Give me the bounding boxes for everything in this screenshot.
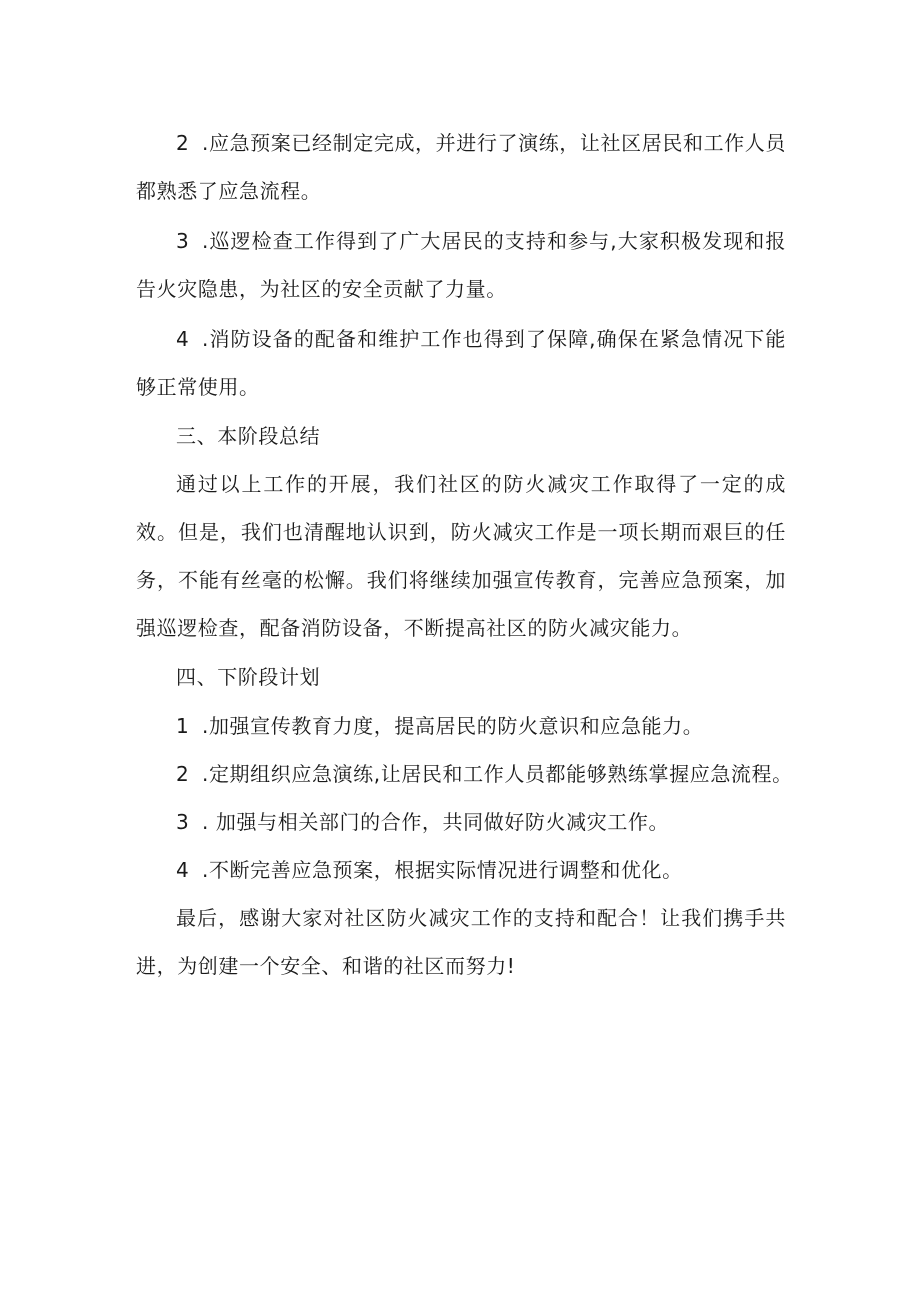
list-item-text: .加强宣传教育力度，提高居民的防火意识和应急能力。	[202, 714, 704, 738]
list-item-number: 3	[176, 810, 190, 834]
section-heading: 四、下阶段计划	[176, 665, 321, 689]
list-item	[136, 315, 786, 411]
closing-paragraph: 最后，感谢大家对社区防火减灾工作的支持和配合！让我们携手共进，为创建一个安全、和谐的社区而努力!	[136, 906, 786, 978]
list-item-number: 3	[176, 229, 190, 253]
list-item	[176, 702, 703, 750]
list-item-number: 2	[176, 131, 190, 155]
list-item-text: .不断完善应急预案，根据实际情况进行调整和优化。	[202, 858, 683, 882]
list-item-text: .定期组织应急演练,让居民和工作人员都能够熟练掌握应急流程。	[202, 762, 793, 786]
list-item-number: 2	[176, 762, 190, 786]
list-item	[136, 217, 786, 313]
list-item	[176, 798, 669, 846]
list-item	[176, 846, 683, 894]
list-item-number: 4	[176, 327, 190, 351]
section-heading: 三、本阶段总结	[176, 424, 321, 448]
list-item-number: 1	[176, 714, 190, 738]
list-item-text: . 加强与相关部门的合作，共同做好防火减灾工作。	[202, 810, 670, 834]
list-item-number: 4	[176, 858, 190, 882]
list-item	[136, 119, 786, 215]
list-item-text: .消防设备的配备和维护工作也得到了保障,确保在紧急情况下能够正常使用。	[136, 327, 786, 399]
summary-paragraph: 通过以上工作的开展，我们社区的防火减灾工作取得了一定的成效。但是，我们也清醒地认识到，防火减灾工作是一项长期而艰巨的任务，不能有丝毫的松懈。我们将继续加强宣传教育，完善应急预案，加强巡逻检查，配备消防设备，不断提高社区的防火减灾能力。	[136, 472, 786, 640]
list-item-text: .应急预案已经制定完成，并进行了演练，让社区居民和工作人员都熟悉了应急流程。	[136, 131, 786, 203]
list-item-text: .巡逻检查工作得到了广大居民的支持和参与,大家积极发现和报告火灾隐患，为社区的安全贡献了力量。	[136, 229, 786, 301]
list-item	[176, 750, 793, 798]
